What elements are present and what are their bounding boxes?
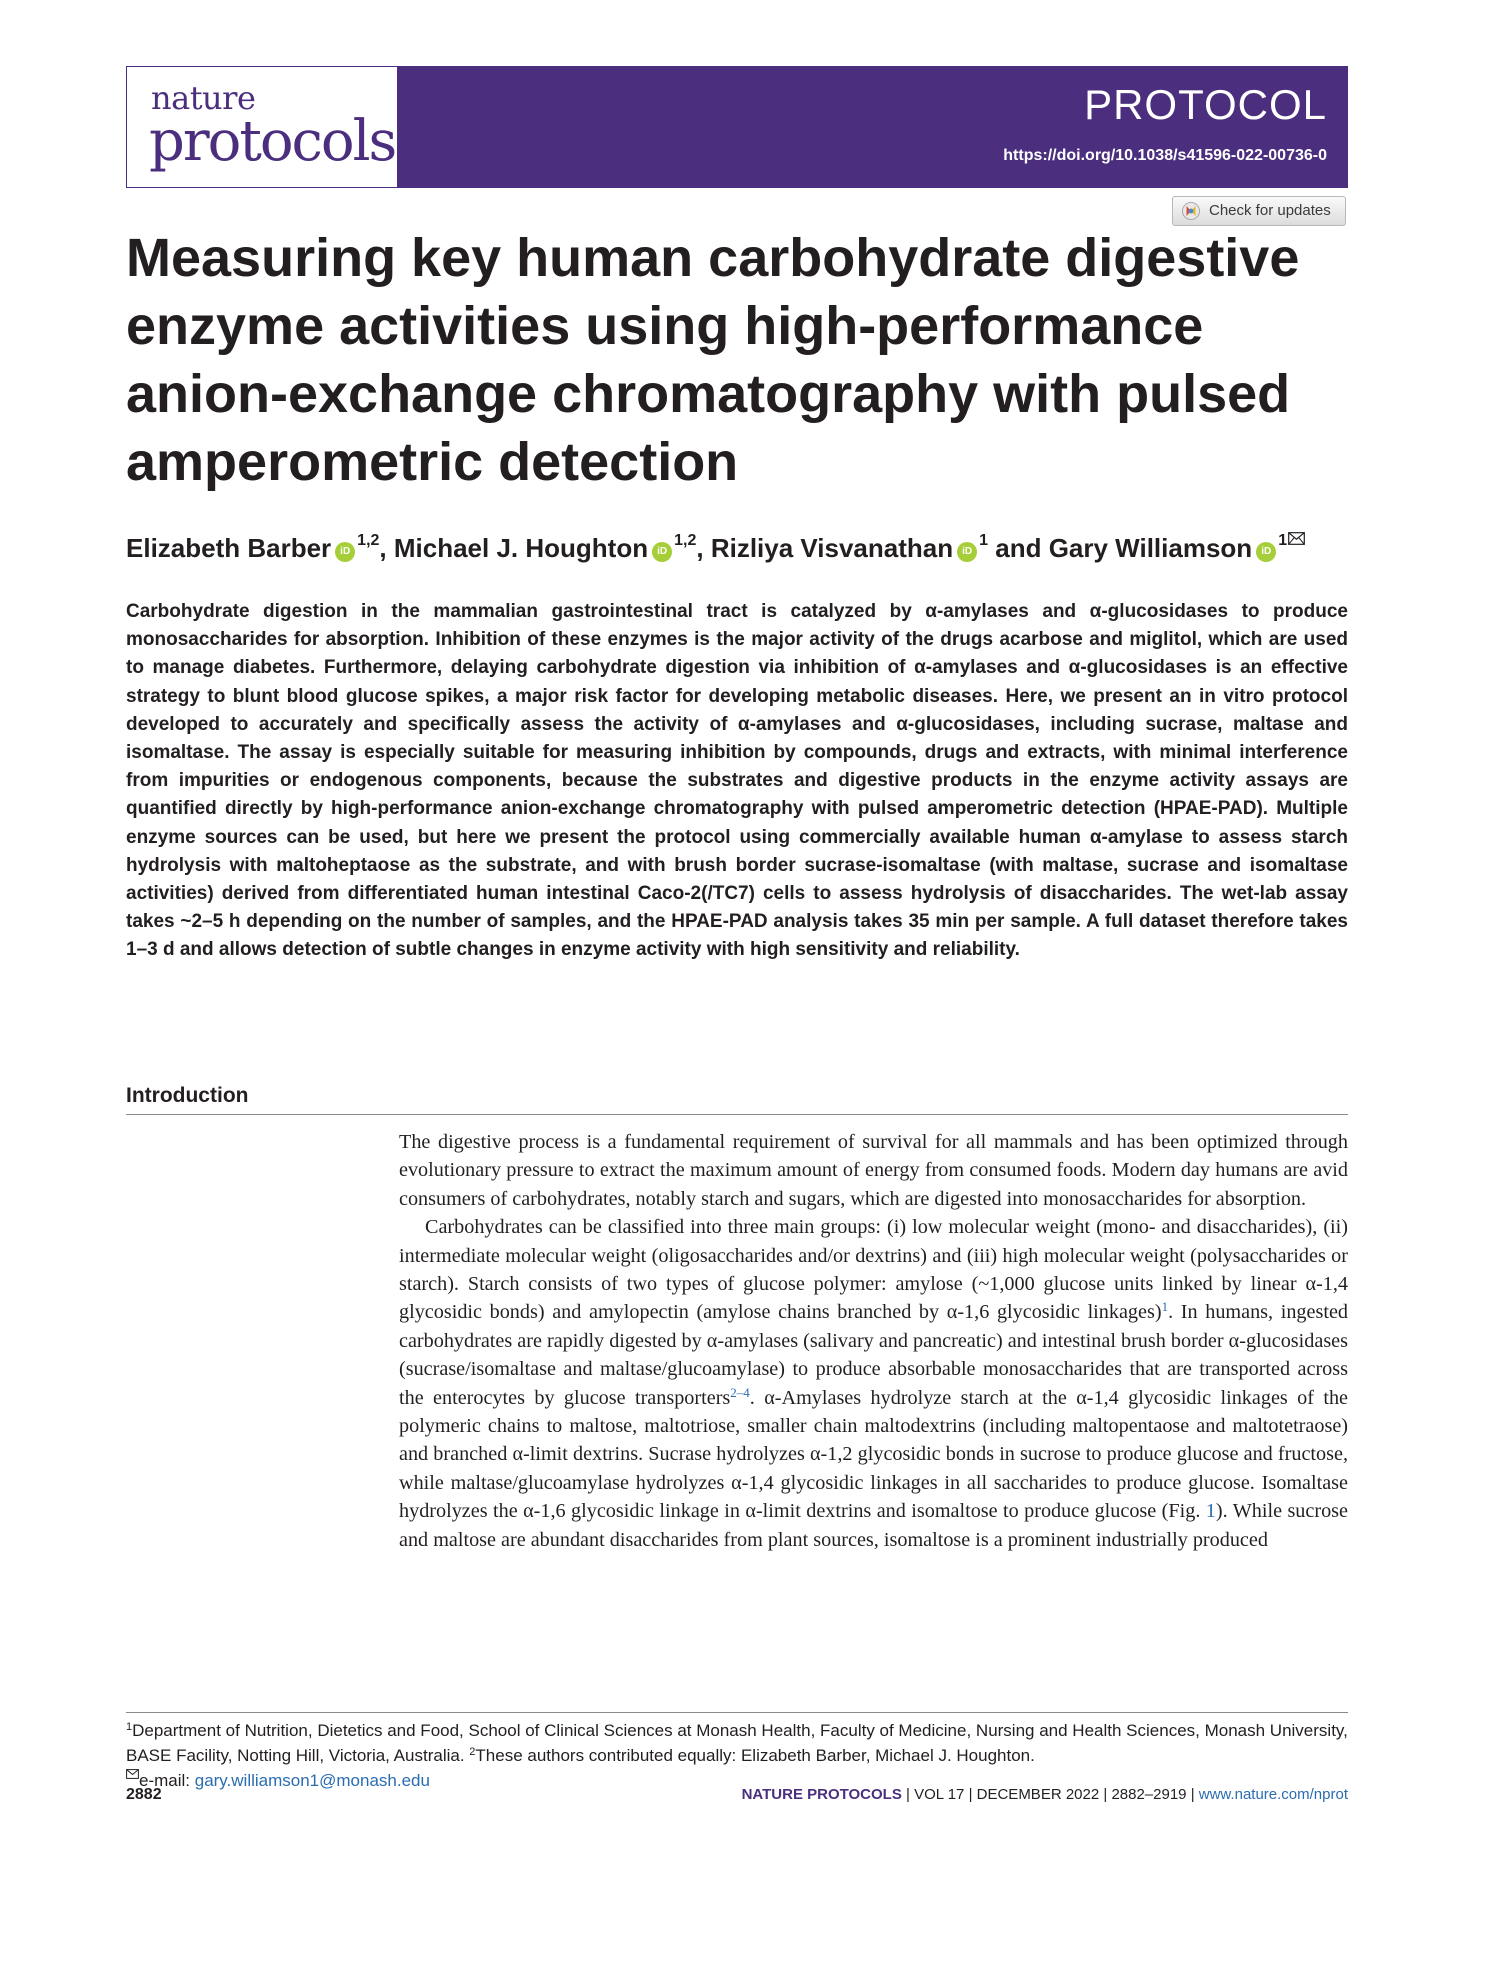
paragraph-text: ). While sucrose and maltose are abundant disaccharides from plant sources, isomaltose is a prominent industrially produced: [399, 1500, 1348, 1551]
email-link[interactable]: gary.williamson1@monash.edu: [194, 1771, 430, 1790]
paragraph-text: Carbohydrates can be classified into three main groups: (i) low molecular weight (mono- and disaccharides), (ii) intermediate molecular weight (oligosaccharides and/or dextrins) and (iii) high molecular weight (polysaccharides or starch). Starch consists of two types of glucose polymer: amylose (~1,000 glucose units linked by linear α-1,4 glycosidic bonds) and amylopectin (amylose chains branched by α-1,6 glycosidic linkages): [399, 1216, 1348, 1324]
affiliation-sup: 1,2: [357, 532, 380, 549]
journal-logo[interactable]: [127, 67, 397, 187]
affiliation-sup: 1: [979, 532, 989, 549]
email-icon[interactable]: [1288, 532, 1305, 545]
paragraph-text: . α-Amylases hydrolyze starch at the α-1,4 glycosidic linkages of the polymeric chains to maltose, maltotriose, smaller chain maltodextrins (including maltopentaose and maltotetraose) and branched α-limit dextrins. Sucrase hydrolyzes α-1,2 glycosidic bonds in sucrose to produce glucose and fructose, while maltase/glucoamylase hydrolyzes α-1,4 glycosidic linkages in all saccharides to produce glucose. Isomaltase hydrolyzes the α-1,6 glycosidic linkage in α-limit dextrins and isomaltose to produce glucose (Fig.: [399, 1386, 1349, 1523]
email-label: e-mail:: [139, 1771, 195, 1790]
author-name[interactable]: Gary Williamson: [1048, 533, 1253, 563]
email-icon: [126, 1769, 139, 1779]
journal-footer: [742, 1786, 1348, 1803]
section-divider: [126, 1114, 1348, 1115]
equal-contribution-text: These authors contributed equally: Elizabeth Barber, Michael J. Houghton.: [475, 1746, 1035, 1765]
footer-separator: |: [1186, 1786, 1199, 1803]
journal-date: DECEMBER 2022: [976, 1786, 1100, 1803]
header-band: [397, 67, 1347, 187]
affiliation-footnote: [126, 1718, 1348, 1768]
introduction-body: [399, 1128, 1348, 1554]
footnote-divider: [126, 1712, 1348, 1713]
journal-volume: VOL 17: [914, 1786, 965, 1803]
affiliation-text: Department of Nutrition, Dietetics and Food, School of Clinical Sciences at Monash Health, Faculty of Medicine, Nursing and Health Sciences, Monash University, BASE Facility, Notting Hill, Victoria, Australia.: [126, 1721, 1348, 1765]
paragraph: The digestive process is a fundamental requirement of survival for all mammals and has been optimized through evolutionary pressure to extract the maximum amount of energy from consumed foods. Modern day humans are avid consumers of carbohydrates, notably starch and sugars, which are digested into monosaccharides for absorption.: [399, 1131, 1348, 1210]
journal-name: NATURE PROTOCOLS: [741, 1786, 902, 1803]
affiliation-sup: 1,2: [674, 532, 697, 549]
check-for-updates-button[interactable]: [1172, 196, 1346, 226]
footnote-sup: 1: [126, 1721, 133, 1733]
footnote-sup: 2: [469, 1746, 476, 1758]
journal-header: [126, 66, 1348, 188]
author-separator: ,: [379, 533, 394, 563]
author-name[interactable]: Elizabeth Barber: [126, 533, 332, 563]
section-heading-introduction: Introduction: [126, 1084, 249, 1107]
check-for-updates-label: Check for updates: [1209, 202, 1331, 219]
crossmark-icon: [1182, 202, 1200, 220]
footer-separator: |: [964, 1786, 977, 1803]
article-type-label: PROTOCOL: [1084, 81, 1327, 128]
footer-separator: |: [1099, 1786, 1112, 1803]
article-title: Measuring key human carbohydrate digestive enzyme activities using high-performance anion-exchange chromatography with pulsed amperometric detection: [126, 228, 1300, 492]
doi-link[interactable]: https://doi.org/10.1038/s41596-022-00736-0: [1003, 147, 1327, 164]
author-name[interactable]: Rizliya Visvanathan: [710, 533, 954, 563]
figure-link[interactable]: 1: [1205, 1500, 1216, 1523]
affiliation-sup: 1: [1278, 532, 1288, 549]
orcid-icon[interactable]: iD: [652, 542, 672, 562]
paragraph: [399, 1213, 1348, 1554]
orcid-icon[interactable]: iD: [957, 542, 977, 562]
author-name[interactable]: Michael J. Houghton: [393, 533, 649, 563]
email-footnote: [126, 1768, 430, 1793]
author-separator: and: [988, 533, 1049, 563]
logo-protocols-text: protocols: [149, 109, 396, 174]
citation-link[interactable]: 2–4: [730, 1384, 750, 1400]
author-separator: ,: [696, 533, 711, 563]
footer-separator: |: [901, 1786, 915, 1803]
abstract: Carbohydrate digestion in the mammalian gastrointestinal tract is catalyzed by α-amylases and α-glucosidases to produce monosaccharides for absorption. Inhibition of these enzymes is the major activity of the drugs acarbose and miglitol, which are used to manage diabetes. Furthermore, delaying carbohydrate digestion via inhibition of α-amylases and α-glucosidases is an effective strategy to blunt blood glucose spikes, a major risk factor for developing metabolic diseases. Here, we present an in vitro protocol developed to accurately and specifically assess the activity of α-amylases and α-glucosidases, including sucrase, maltase and isomaltase. The assay is especially suitable for measuring inhibition by compounds, drugs and extracts, with minimal interference from impurities or endogenous components, because the substrates and digestive products in the enzyme activity assays are quantified directly by high-performance anion-exchange chromatography with pulsed amperometric detection (HPAE-PAD). Multiple enzyme sources can be used, but here we present the protocol using commercially available human α-amylase to assess starch hydrolysis with maltoheptaose as the substrate, and with brush border sucrase-isomaltase (with maltase, sucrase and isomaltase activities) derived from differentiated human intestinal Caco-2(/TC7) cells to assess hydrolysis of disaccharides. The wet-lab assay takes ~2–5 h depending on the number of samples, and the HPAE-PAD analysis takes 35 min per sample. A full dataset therefore takes 1–3 d and allows detection of subtle changes in enzyme activity with high sensitivity and reliability.: [126, 601, 1348, 961]
page-number: 2882: [126, 1786, 162, 1803]
logo-nature-text: nature: [151, 79, 256, 117]
citation-link[interactable]: 1: [1161, 1299, 1169, 1315]
page-range: 2882–2919: [1111, 1786, 1187, 1803]
journal-url-link[interactable]: www.nature.com/nprot: [1198, 1786, 1348, 1803]
paragraph-text: . In humans, ingested carbohydrates are rapidly digested by α-amylases (salivary and pancreatic) and intestinal brush border α-glucosidases (sucrase/isomaltase and maltase/glucoamylase) to produce absorbable monosaccharides that are transported across the enterocytes by glucose transporters: [399, 1301, 1348, 1409]
author-list: [126, 532, 1305, 564]
orcid-icon[interactable]: iD: [1256, 542, 1276, 562]
orcid-icon[interactable]: iD: [335, 542, 355, 562]
